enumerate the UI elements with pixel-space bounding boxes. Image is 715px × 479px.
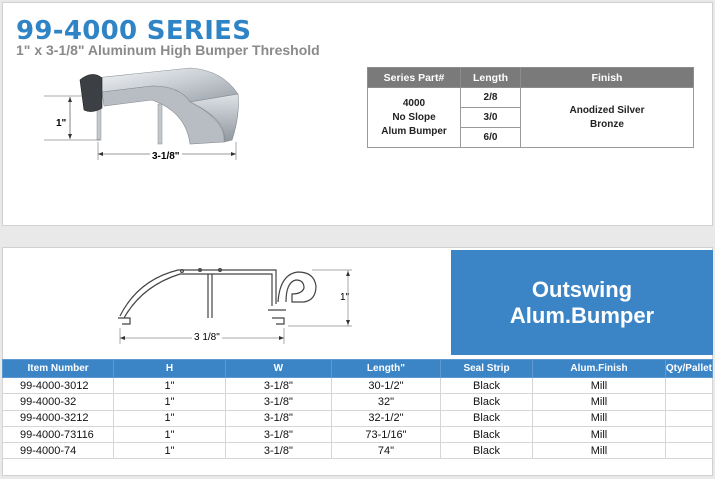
spec-finish-line-2: Bronze (590, 118, 624, 130)
item-seal-strip: Black (440, 443, 532, 459)
item-length: 74" (332, 443, 441, 459)
item-length: 32" (332, 394, 441, 410)
item-w: 3-1/8" (225, 443, 331, 459)
items-col-item-number: Item Number (3, 360, 114, 378)
spec-col-finish: Finish (521, 68, 694, 88)
items-col-length: Length" (332, 360, 441, 378)
item-w: 3-1/8" (225, 426, 331, 442)
item-h: 1" (114, 394, 226, 410)
spec-length-1: 2/8 (461, 88, 521, 108)
spec-length-3: 6/0 (461, 128, 521, 148)
top-height-label: 1" (56, 118, 67, 129)
items-col-alum-finish: Alum.Finish (533, 360, 666, 378)
item-w: 3-1/8" (225, 394, 331, 410)
item-alum-finish: Mill (533, 443, 666, 459)
item-length: 32-1/2" (332, 410, 441, 426)
series-subtitle: 1" x 3-1/8" Aluminum High Bumper Threshold (16, 42, 320, 58)
spec-part-line-2: No Slope (392, 111, 436, 123)
item-number: 99-4000-3212 (3, 410, 114, 426)
bottom-width-label: 3 1/8" (194, 332, 220, 343)
threshold-3d-drawing (40, 64, 250, 174)
top-width-label: 3-1/8" (152, 151, 180, 162)
spec-finish-cell (521, 88, 694, 148)
table-row (3, 410, 713, 426)
items-col-h: H (114, 360, 226, 378)
spec-part-line-3: Alum Bumper (381, 125, 447, 137)
item-alum-finish: Mill (533, 410, 666, 426)
item-number: 99-4000-3012 (3, 378, 114, 394)
series-title: 99-4000 SERIES (16, 16, 252, 46)
items-table (2, 359, 713, 459)
spec-length-2: 3/0 (461, 108, 521, 128)
spec-part-line-1: 4000 (402, 97, 426, 109)
item-w: 3-1/8" (225, 410, 331, 426)
item-w: 3-1/8" (225, 378, 331, 394)
spec-part-cell (368, 88, 461, 148)
spec-col-length: Length (461, 68, 521, 88)
item-alum-finish: Mill (533, 378, 666, 394)
product-title-line-2: Alum.Bumper (509, 302, 655, 328)
item-alum-finish: Mill (533, 426, 666, 442)
table-row (3, 394, 713, 410)
item-h: 1" (114, 378, 226, 394)
items-col-qty-pallet: Qty/Pallet (665, 360, 712, 378)
table-row (3, 378, 713, 394)
item-seal-strip: Black (440, 410, 532, 426)
item-qty-pallet (665, 410, 712, 426)
item-length: 73-1/16" (332, 426, 441, 442)
item-seal-strip: Black (440, 378, 532, 394)
items-col-w: W (225, 360, 331, 378)
spec-finish-line-1: Anodized Silver (569, 104, 645, 116)
item-seal-strip: Black (440, 426, 532, 442)
bottom-height-label: 1" (340, 292, 350, 303)
table-row (3, 443, 713, 459)
item-length: 30-1/2" (332, 378, 441, 394)
table-row (3, 426, 713, 442)
item-h: 1" (114, 426, 226, 442)
threshold-profile-drawing (108, 258, 360, 348)
items-col-seal-strip: Seal Strip (440, 360, 532, 378)
item-qty-pallet (665, 394, 712, 410)
item-qty-pallet (665, 378, 712, 394)
product-title-line-1: Outswing (531, 276, 633, 302)
item-qty-pallet (665, 426, 712, 442)
series-spec-table (367, 67, 694, 148)
item-alum-finish: Mill (533, 394, 666, 410)
item-qty-pallet (665, 443, 712, 459)
item-number: 99-4000-73116 (3, 426, 114, 442)
item-h: 1" (114, 410, 226, 426)
item-number: 99-4000-32 (3, 394, 114, 410)
item-h: 1" (114, 443, 226, 459)
product-title-box (451, 250, 713, 355)
item-number: 99-4000-74 (3, 443, 114, 459)
item-seal-strip: Black (440, 394, 532, 410)
spec-col-part: Series Part# (368, 68, 461, 88)
